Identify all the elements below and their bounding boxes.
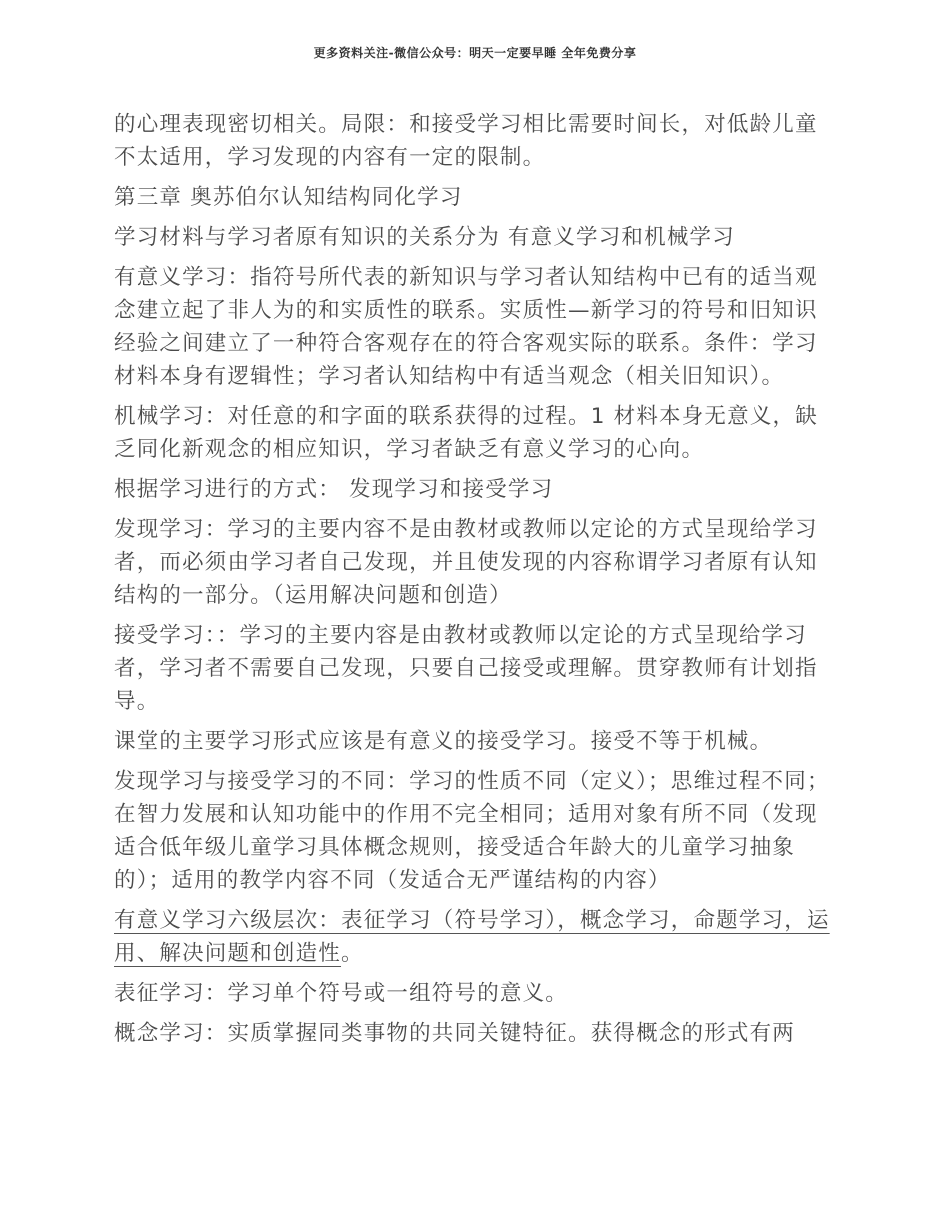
paragraph-classroom-form: 课堂的主要学习形式应该是有意义的接受学习。接受不等于机械。: [114, 729, 773, 754]
underlined-text: 有意义学习六级层次：表征学习（符号学习），概念学习，命题学习，运用、解决问题和创造性: [114, 908, 830, 966]
paragraph-six-levels: [114, 904, 838, 970]
paragraph-meaningful-learning: 有意义学习：指符号所代表的新知识与学习者认知结构中已有的适当观念建立起了非人为的和实质性的联系。实质性—新学习的符号和旧知识经验之间建立了一种符合客观存在的符合客观实际的联系。条件：学习材料本身有逻辑性；学习者认知结构中有适当观念（相关旧知识）。: [114, 265, 818, 389]
paragraph-rote-learning: 机械学习：对任意的和字面的联系获得的过程。1 材料本身无意义，缺乏同化新观念的相应知识，学习者缺乏有意义学习的心向。: [114, 404, 818, 462]
paragraph-representational-learning: 表征学习：学习单个符号或一组符号的意义。: [114, 981, 569, 1006]
paragraph-learning-mode: 根据学习进行的方式： 发现学习和接受学习: [114, 477, 554, 502]
chapter-heading: 第三章 奥苏伯尔认知结构同化学习: [114, 185, 463, 210]
document-body: [114, 108, 838, 1057]
paragraph-classification: 学习材料与学习者原有知识的关系分为 有意义学习和机械学习: [114, 225, 735, 250]
page-header: 更多资料关注-微信公众号：明天一定要早睡 全年免费分享: [313, 46, 637, 60]
paragraph-reception-learning: 接受学习：：学习的主要内容是由教材或教师以定论的方式呈现给学习者，学习者不需要自己发现，只要自己接受或理解。贯穿教师有计划指导。: [114, 623, 818, 714]
paragraph-differences: 发现学习与接受学习的不同：学习的性质不同（定义）；思维过程不同；在智力发展和认知功能中的作用不完全相同；适用对象有所不同（发现适合低年级儿童学习具体概念规则，接受适合年龄大的儿童学习抽象的）；适用的教学内容不同（发适合无严谨结构的内容）: [114, 769, 830, 893]
paragraph-concept-learning: 概念学习：实质掌握同类事物的共同关键特征。获得概念的形式有两: [114, 1021, 796, 1046]
paragraph-tail: 。: [341, 941, 364, 966]
paragraph-discovery-learning: 发现学习：学习的主要内容不是由教材或教师以定论的方式呈现给学习者，而必须由学习者自己发现，并且使发现的内容称谓学习者原有认知结构的一部分。（运用解决问题和创造）: [114, 517, 818, 608]
paragraph-limitations: 的心理表现密切相关。局限：和接受学习相比需要时间长，对低龄儿童不太适用，学习发现的内容有一定的限制。: [114, 112, 818, 170]
